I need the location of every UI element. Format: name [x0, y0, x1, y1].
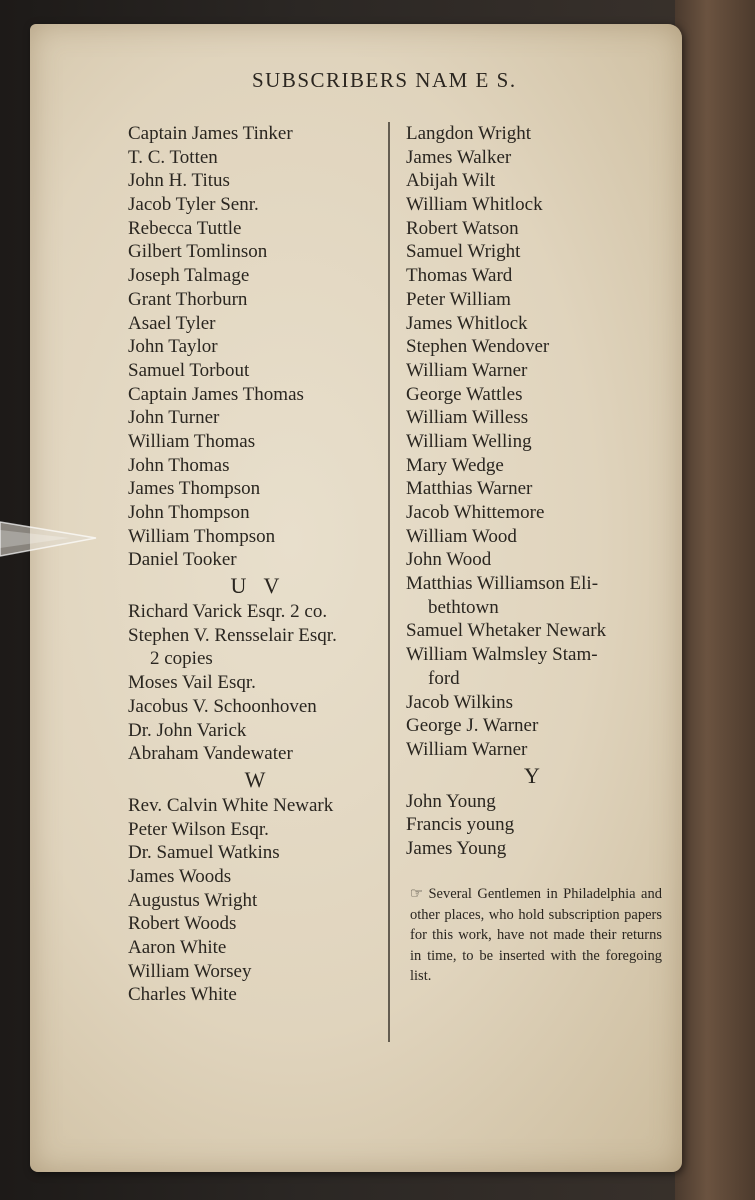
list-item: William Whitlock: [406, 194, 543, 216]
list-item: Moses Vail Esqr.: [128, 672, 256, 694]
list-item: William Thompson: [128, 525, 276, 547]
list-item: Joseph Talmage: [128, 265, 250, 287]
list-item: Peter William: [406, 288, 511, 310]
list-item: Charles White: [128, 984, 237, 1006]
list-item: Dr. John Varick: [128, 719, 247, 741]
list-item: John Taylor: [128, 336, 218, 358]
list-item: Rev. Calvin White Newark: [128, 794, 334, 816]
list-item: bethtown: [428, 596, 499, 618]
list-item: Robert Watson: [406, 217, 519, 239]
list-item: Thomas Ward: [406, 265, 513, 287]
list-item: John H. Titus: [128, 170, 230, 192]
list-item: William Wood: [406, 525, 517, 547]
list-item: William Welling: [406, 430, 532, 452]
list-item: George Wattles: [406, 383, 523, 405]
list-item: John Young: [406, 790, 496, 812]
list-item: Abraham Vandewater: [128, 743, 293, 765]
list-t: [128, 122, 388, 572]
list-item: Samuel Torbout: [128, 359, 250, 381]
list-item: Augustus Wright: [128, 889, 258, 911]
list-item: Jacob Wilkins: [406, 691, 514, 713]
list-item: James Young: [406, 837, 507, 859]
list-item: Daniel Tooker: [128, 549, 237, 571]
footnote: ☞ Several Gentlemen in Philadelphia and other places, who hold subscription papers for this work, have not made their returns in time, to be inserted with the foregoing list.: [410, 886, 662, 984]
list-item: Captain James Tinker: [128, 123, 293, 144]
list-item: Gilbert Tomlinson: [128, 241, 268, 263]
list-item: Jacobus V. Schoonhoven: [128, 695, 317, 717]
list-item: William Willess: [406, 407, 529, 429]
list-item: Captain James Thomas: [128, 383, 304, 405]
section-heading-y: Y: [524, 762, 546, 788]
list-y: [406, 790, 664, 861]
list-item: James Walker: [406, 146, 512, 168]
list-item: William Walmsley Stam-: [406, 644, 598, 666]
list-item: Samuel Whetaker Newark: [406, 620, 607, 642]
list-item: John Turner: [128, 407, 220, 429]
list-item: Mary Wedge: [406, 454, 504, 476]
list-item: ford: [428, 667, 460, 689]
list-item: William Warner: [406, 738, 528, 760]
page-header: SUBSCRIBERS NAM E S.: [252, 68, 517, 92]
list-w-right: [406, 122, 664, 762]
list-item: Matthias Warner: [406, 478, 533, 500]
list-item: Matthias Williamson Eli-: [406, 573, 599, 595]
list-item: William Warner: [406, 359, 528, 381]
list-item: Rebecca Tuttle: [128, 217, 242, 239]
list-item: George J. Warner: [406, 715, 539, 737]
section-heading-uv: U V: [230, 573, 286, 599]
right-column: [406, 122, 664, 861]
list-item: William Worsey: [128, 960, 252, 982]
list-item: Jacob Whittemore: [406, 502, 545, 523]
column-divider: [388, 122, 390, 1042]
list-item: Samuel Wright: [406, 241, 521, 263]
list-item: James Woods: [128, 865, 232, 887]
list-item: William Thomas: [128, 430, 256, 452]
list-item: John Thompson: [128, 502, 250, 523]
list-item: Robert Woods: [128, 913, 237, 935]
list-item: Aaron White: [128, 937, 227, 958]
list-item: Dr. Samuel Watkins: [128, 842, 280, 864]
book-page: [30, 24, 682, 1172]
list-item: James Thompson: [128, 478, 261, 500]
list-item: Stephen Wendover: [406, 336, 550, 358]
list-item: T. C. Totten: [128, 146, 218, 168]
list-item: Abijah Wilt: [406, 170, 496, 192]
list-item: John Wood: [406, 549, 492, 571]
list-item: Langdon Wright: [406, 123, 532, 144]
list-item: John Thomas: [128, 454, 230, 476]
left-column: [128, 122, 388, 1007]
list-w-left: [128, 794, 388, 1007]
list-item: Richard Varick Esqr. 2 co.: [128, 601, 328, 623]
list-item: 2 copies: [150, 648, 213, 670]
list-item: Stephen V. Rensselair Esqr.: [128, 624, 337, 646]
list-uv: [128, 600, 388, 766]
list-item: Grant Thorburn: [128, 288, 248, 310]
book-spine: [675, 0, 755, 1200]
list-item: James Whitlock: [406, 312, 528, 334]
list-item: Peter Wilson Esqr.: [128, 818, 269, 840]
page-pointer-icon: [0, 516, 100, 562]
list-item: Jacob Tyler Senr.: [128, 194, 259, 216]
list-item: Francis young: [406, 814, 515, 836]
list-item: Asael Tyler: [128, 312, 216, 334]
section-heading-w: W: [244, 766, 272, 792]
